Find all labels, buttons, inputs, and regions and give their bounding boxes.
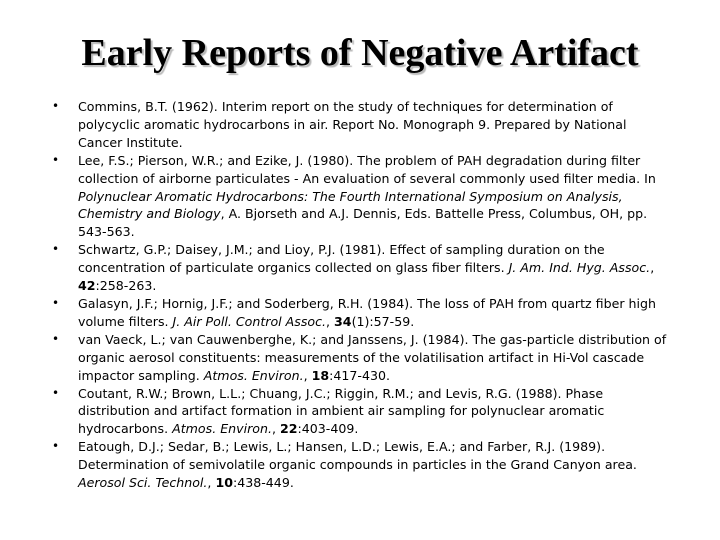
reference-text: Eatough, D.J.; Sedar, B.; Lewis, L.; Hansen, L.D.; Lewis, E.A.; and Farber, R.J. (1989). Determination of semivolatile organic compounds in particles in the Grand Canyon area.	[78, 439, 637, 473]
reference-text: Lee, F.S.; Pierson, W.R.; and Ezike, J. (1980). The problem of PAH degradation during filter collection of airborne particulates - An evaluation of several commonly used filter media. In	[78, 152, 656, 186]
reference-text: Commins, B.T. (1962). Interim report on the study of techniques for determination of polycyclic aromatic hydrocarbons in air. Report No. Monograph 9. Prepared by National Cancer Institute.	[78, 99, 627, 150]
bullet-icon: •	[52, 331, 60, 346]
journal-name: J. Am. Ind. Hyg. Assoc.	[508, 260, 651, 276]
reference-text: , A. Bjorseth and A.J. Dennis, Eds. Battelle Press, Columbus, OH, pp. 543-563.	[78, 206, 648, 240]
journal-name: Atmos. Environ.	[203, 367, 304, 383]
separator: ,	[207, 475, 216, 491]
separator: ,	[326, 313, 335, 329]
journal-name: Aerosol Sci. Technol.	[78, 475, 208, 491]
slide-title: Early Reports of Negative Artifact	[81, 32, 639, 74]
separator: ,	[303, 367, 312, 383]
bullet-icon: •	[52, 242, 60, 257]
bullet-icon: •	[52, 439, 60, 454]
list-item	[52, 331, 672, 385]
reference-text: van Vaeck, L.; van Cauwenberghe, K.; and Janssens, J. (1984). The gas-particle distribution of organic aerosol constituents: measurements of the volatilisation artifact in Hi-Vol cascade impactor sampling.	[78, 331, 667, 383]
list-item	[52, 98, 672, 152]
list-item	[52, 295, 672, 331]
reference-list	[52, 98, 672, 492]
reference-text: Coutant, R.W.; Brown, L.L.; Chuang, J.C.; Riggin, R.M.; and Levis, R.G. (1988). Phase distribution and artifact formation in ambient air sampling for polynuclear aromatic hydrocarbons.	[78, 385, 605, 437]
journal-pages: :403-409.	[297, 421, 359, 437]
bullet-icon: •	[52, 152, 60, 167]
journal-pages: :258-263.	[95, 278, 157, 294]
journal-volume: 18	[311, 367, 330, 383]
journal-name: J. Air Poll. Control Assoc.	[172, 313, 327, 329]
list-item	[52, 241, 672, 295]
bullet-icon: •	[52, 295, 60, 310]
journal-volume: 22	[279, 421, 298, 437]
list-item	[52, 438, 672, 492]
journal-volume: 10	[215, 475, 233, 491]
separator: ,	[650, 260, 655, 276]
journal-name: Atmos. Environ.	[172, 421, 272, 437]
reference-text: Galasyn, J.F.; Hornig, J.F.; and Soderberg, R.H. (1984). The loss of PAH from quartz fiber high volume filters.	[78, 295, 656, 329]
journal-volume: 42	[78, 278, 96, 294]
journal-pages: :438-449.	[232, 475, 294, 491]
separator: ,	[271, 421, 280, 437]
book-title: Polynuclear Aromatic Hydrocarbons: The Fourth International Symposium on Analysis, Chemistry and Biology	[78, 188, 623, 222]
list-item	[52, 152, 672, 242]
journal-pages: (1):57-59.	[351, 313, 415, 329]
journal-volume: 34	[334, 313, 352, 329]
reference-text: Schwartz, G.P.; Daisey, J.M.; and Lioy, P.J. (1981). Effect of sampling duration on the concentration of particulate organics collected on glass fiber filters.	[78, 242, 605, 276]
journal-pages: :417-430.	[329, 367, 391, 383]
bullet-icon: •	[52, 99, 60, 113]
list-item	[52, 385, 672, 439]
bullet-icon: •	[52, 385, 60, 400]
